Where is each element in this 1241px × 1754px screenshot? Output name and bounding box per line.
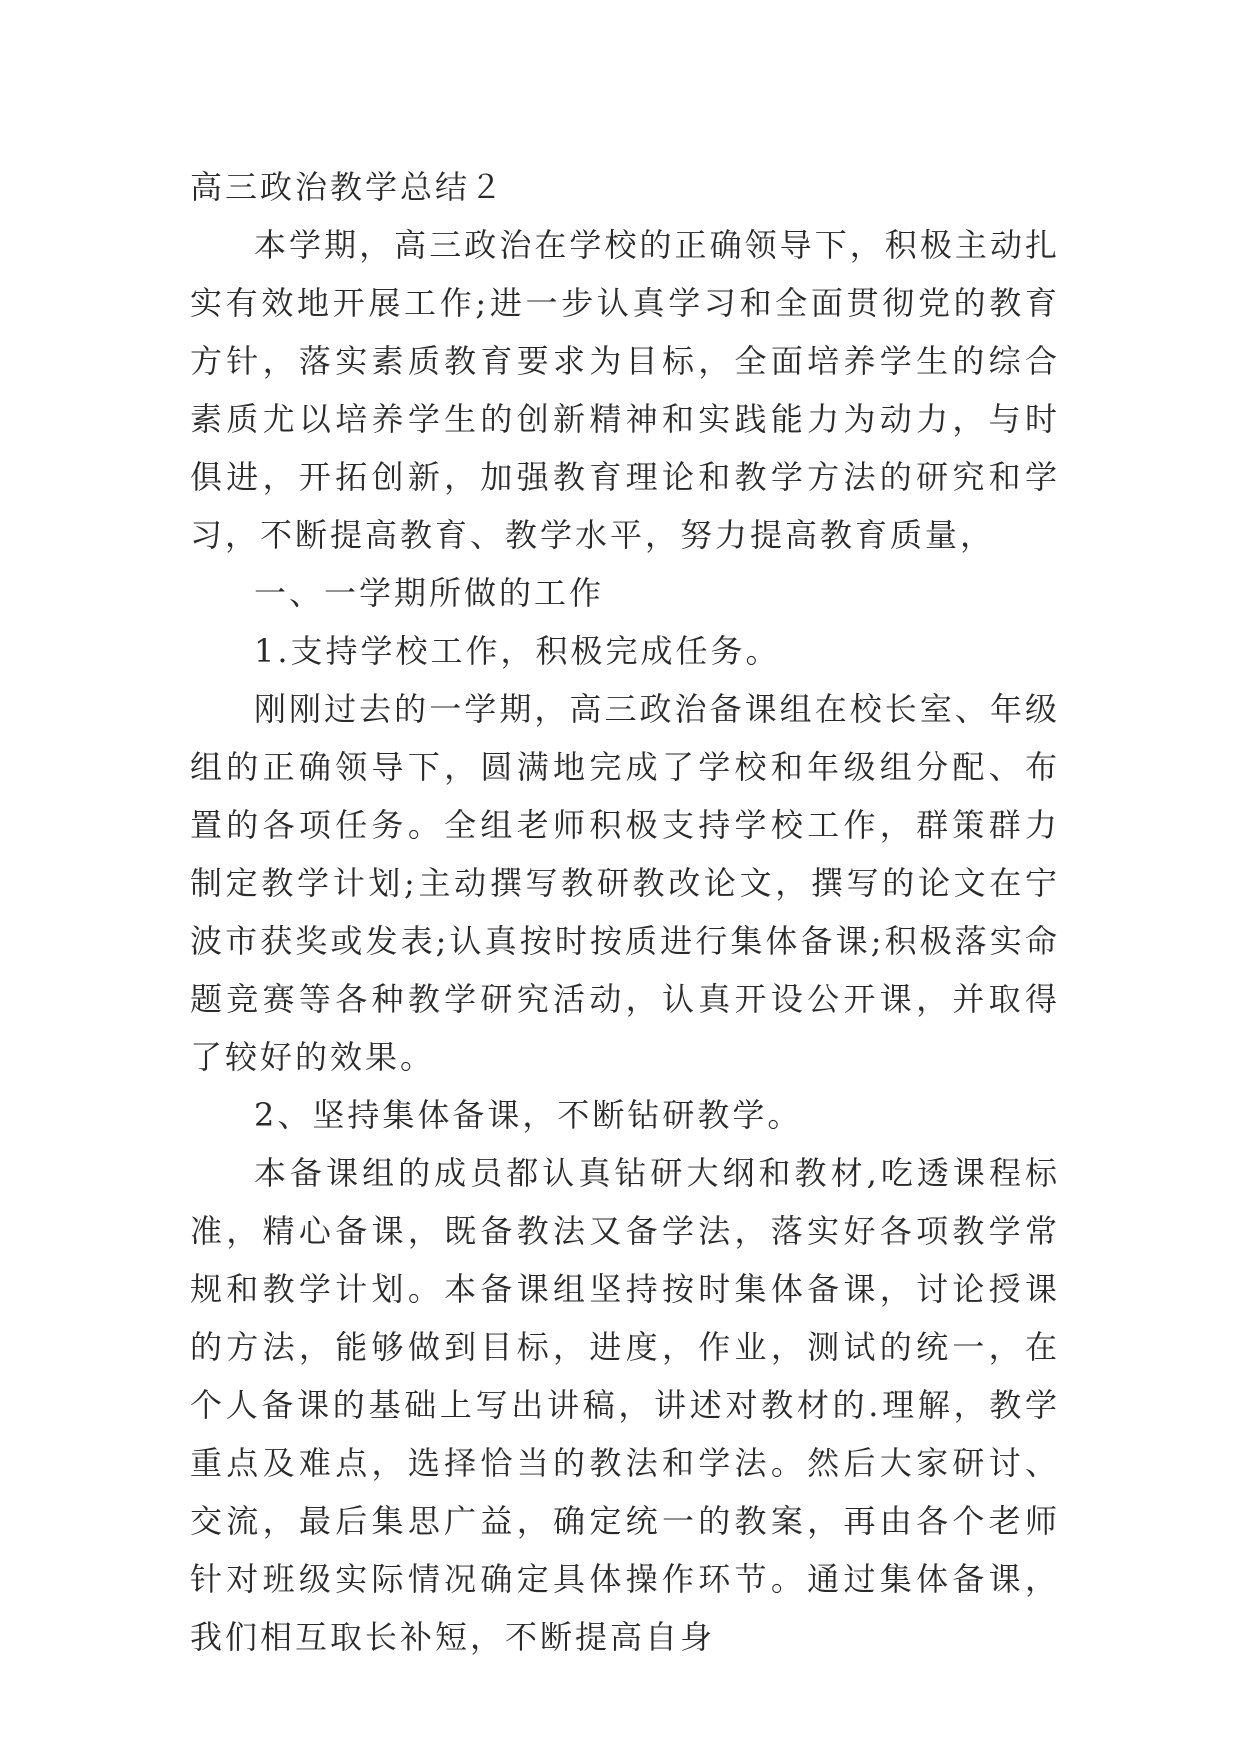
document-body: [190, 158, 1060, 1666]
section-heading-work: 一、一学期所做的工作: [254, 574, 605, 612]
paragraph-past-semester: 刚刚过去的一学期，高三政治备课组在校长室、年级组的正确领导下，圆满地完成了学校和年级组分配、布置的各项任务。全组老师积极支持学校工作，群策群力制定教学计划;主动撰写教研教改论文，撰写的论文在宁波市获奖或发表;认真按时按质进行集体备课;积极落实命题竞赛等各种教学研究活动，认真开设公开课，并取得了较好的效果。: [190, 690, 1060, 1076]
document-title: 高三政治教学总结２: [190, 168, 506, 206]
paragraph-collective-prep: 本备课组的成员都认真钻研大纲和教材,吃透课程标准，精心备课，既备教法又备学法，落实好各项教学常规和教学计划。本备课组坚持按时集体备课，讨论授课的方法，能够做到目标，进度，作业，测试的统一，在个人备课的基础上写出讲稿，讲述对教材的.理解，教学重点及难点，选择恰当的教法和学法。然后大家研讨、交流，最后集思广益，确定统一的教案，再由各个老师针对班级实际情况确定具体操作环节。通过集体备课，我们相互取长补短，不断提高自身: [190, 1154, 1060, 1656]
subheading-support-school: 1.支持学校工作，积极完成任务。: [254, 632, 781, 670]
subheading-collective-prep: 2、坚持集体备课，不断钻研教学。: [254, 1096, 803, 1134]
paragraph-intro: 本学期，高三政治在学校的正确领导下，积极主动扎实有效地开展工作;进一步认真学习和全面贯彻党的教育方针，落实素质教育要求为目标，全面培养学生的综合素质尤以培养学生的创新精神和实践能力为动力，与时俱进，开拓创新，加强教育理论和教学方法的研究和学习，不断提高教育、教学水平，努力提高教育质量，: [190, 226, 1060, 554]
